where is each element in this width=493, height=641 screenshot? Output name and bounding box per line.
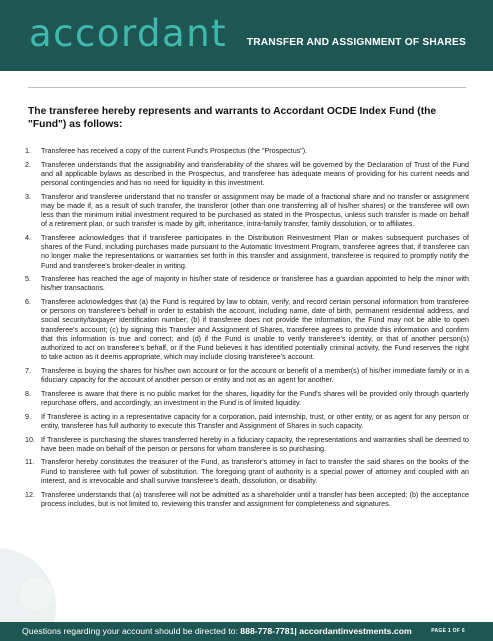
representations-list [25, 147, 469, 513]
page-number: PAGE 1 OF 6 [431, 628, 465, 634]
item-number: 12. [25, 490, 35, 499]
item-number: 4. [25, 234, 31, 243]
list-item [25, 436, 469, 454]
item-text: Transferee is buying the shares for his/her own account or for the account or benefit of a member(s) of his/her immediate family or in a fiduciary capacity for the account of another person or entity and not as an agent for another. [41, 366, 469, 384]
item-number: 1. [25, 147, 31, 155]
item-number: 5. [25, 275, 31, 284]
item-text: Transferee acknowledges that (a) the Fund is required by law to obtain, verify, and record certain personal information from transferee or persons on transferee's behalf in order to establish the account, including name, date of birth, permanent residential address, and social security/taxpayer identification number; (b) if transferee does not provide the information, the Fund may not be able to open transferee's account; (c) by signing this Transfer and Assignment of Shares, transferee agrees to provide this information and confirm that this information is true and correct; and (d) if the Fund is unable to verify transferee's identity, or that of another person(s) authorized to act on transferee's behalf, or if the Fund believes it has identified potentially criminal activity, the Fund reserves the right to take action as it deems appropriate, which may include closing transferee's account. [41, 298, 469, 362]
document-title: TRANSFER AND ASSIGNMENT OF SHARES [246, 37, 466, 48]
item-number: 6. [25, 298, 31, 307]
list-item [25, 193, 469, 230]
list-item [25, 234, 469, 271]
item-number: 11. [25, 458, 35, 467]
item-number: 8. [25, 389, 31, 398]
list-item [25, 413, 469, 431]
item-number: 7. [25, 366, 31, 375]
item-text: Transferee has reached the age of majority in his/her state of residence or transferee has a guardian appointed to help the minor with his/her transactions. [41, 275, 469, 293]
item-text: Transferee has received a copy of the current Fund's Prospectus (the "Prospectus"). [41, 147, 308, 155]
list-item [25, 147, 469, 156]
list-item [25, 161, 469, 188]
footer-contact-text [22, 626, 412, 636]
footer-prefix: Questions regarding your account should be directed to: [22, 626, 241, 636]
header-divider [28, 87, 466, 88]
item-text: Transferee understands that (a) transferee will not be admitted as a shareholder until a transfer has been accepted; (b) the acceptance process includes, but is not limited to, reviewing this transfer and assignment for completeness and signatures. [41, 490, 469, 508]
item-number: 9. [25, 412, 31, 421]
list-item [25, 275, 469, 293]
list-item [25, 367, 469, 385]
item-number: 3. [25, 192, 31, 201]
footer-contact-link[interactable]: 888-778-7781| accordantinvestments.com [240, 626, 412, 636]
header-bar [0, 0, 493, 71]
list-item [25, 390, 469, 408]
item-number: 10. [25, 435, 35, 444]
accordant-logo: accordant [29, 12, 228, 55]
item-text: Transferor hereby constitutes the treasurer of the Fund, as transferor's attorney in fact to transfer the said shares on the books of the Fund to transferee with full power of substitution. The foregoing grant of authority is a special power of attorney and coupled with an interest, and is irrevocable and shall survive transferee's death, dissolution, or disability. [41, 458, 469, 485]
list-item [25, 298, 469, 362]
decorative-circle-small [20, 578, 52, 610]
item-text: Transferee is aware that there is no public market for the shares, liquidity for the Fund's shares will be provided only through quarterly repurchase offers, and accordingly, an investment in the Fund is of limited liquidity. [41, 389, 469, 407]
list-item [25, 491, 469, 509]
item-text: Transferor and transferee understand that no transfer or assignment may be made of a fractional share and no transfer or assignment may be made if, as a result of such transfer, the transferor (other than one transferring all of his/her shares) or the transferee will own less than the minimum initial investment required to be purchased as stated in the Prospectus, unless such transfer is made on behalf of a retirement plan, or such transfer is made by gift, inheritance, intra-family transfer, family dissolution, or to affiliates. [41, 192, 469, 229]
footer-bar [0, 622, 493, 641]
item-text: If Transferee is acting in a representative capacity for a corporation, paid internship, trust, or other entity, or as agent for any person or entity, transferee has full authority to execute this Transfer and Assignment of Shares in such capacity. [41, 412, 469, 430]
item-text: If Transferee is purchasing the shares transferred hereby in a fiduciary capacity, the representations and warranties shall be deemed to have been made on behalf of the person or persons for whom transferee is so purchasing. [41, 435, 469, 453]
item-text: Transferee understands that the assignability and transferability of the shares will be governed by the Declaration of Trust of the Fund and all applicable bylaws as described in the Prospectus, and transferee has adequate means of providing for his current needs and personal contingencies and has no need for liquidity in this investment. [41, 160, 469, 188]
list-item [25, 458, 469, 485]
item-number: 2. [25, 160, 31, 169]
intro-heading: The transferee hereby represents and warrants to Accordant OCDE Index Fund (the "Fund") as follows: [28, 106, 437, 130]
item-text: Transferee acknowledges that if transferee participates in the Distribution Reinvestment Plan or makes subsequent purchases of shares of the Fund, including purchases made pursuant to the Automatic Investment Program, transferee agrees that, if transferee can no longer make the representations or warranties set forth in this transfer and assignment, transferee is required to promptly notify the Fund and transferee's broker-dealer in writing. [41, 234, 469, 270]
